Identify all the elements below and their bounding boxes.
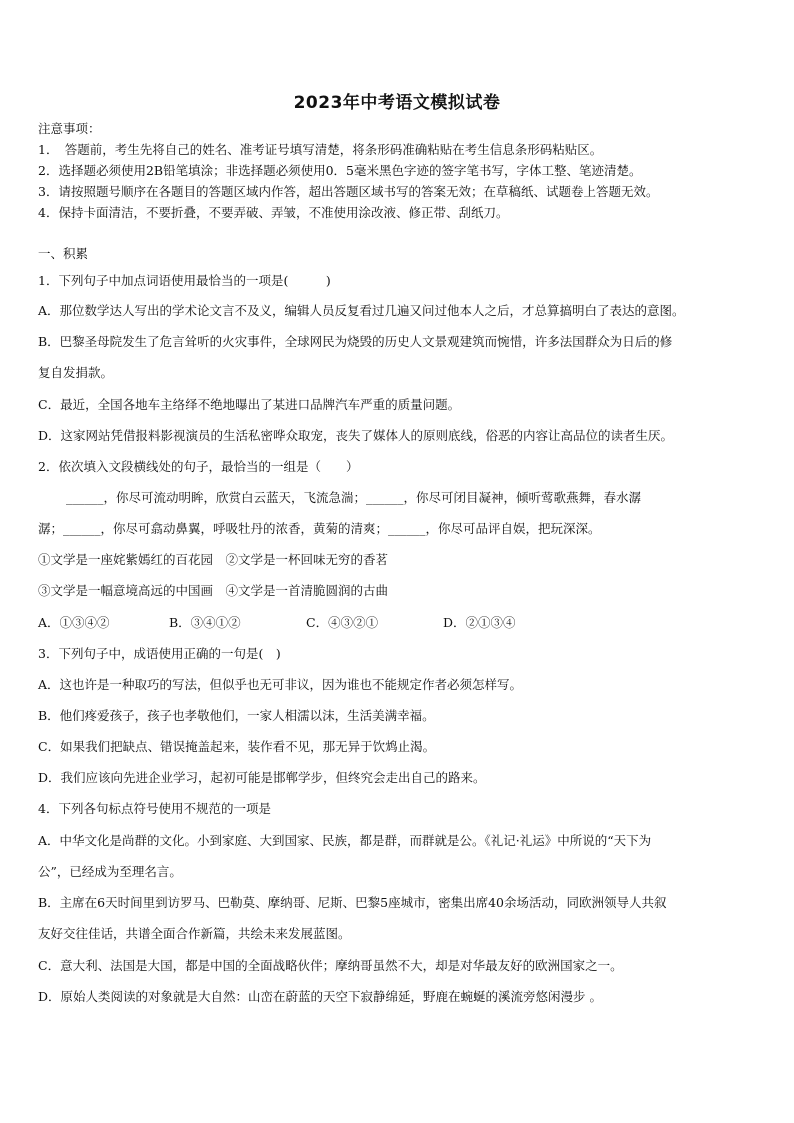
sentence-choices: ①文学是一座姹紫嫣红的百花园 ②文学是一杯回味无穷的香茗 xyxy=(38,552,389,567)
notice-item: 3．请按照题号顺序在各题目的答题区域内作答，超出答题区域书写的答案无效；在草稿纸、试题卷上答题无效。 xyxy=(38,184,659,199)
question-stem: 3．下列句子中，成语使用正确的一句是( ) xyxy=(38,646,281,661)
sentence-choices: ③文学是一幅意境高远的中国画 ④文学是一首清脆圆润的古曲 xyxy=(38,583,389,598)
notice-item: 4．保持卡面清洁，不要折叠，不要弄破、弄皱，不准使用涂改液、修正带、刮纸刀。 xyxy=(38,205,509,220)
option-c: C．如果我们把缺点、错误掩盖起来，装作看不见，那无异于饮鸩止渴。 xyxy=(38,739,436,754)
option-a: A．中华文化是尚群的文化。小到家庭、大到国家、民族，都是群，而群就是公。《礼记·礼运》中所说的“天下为 xyxy=(38,833,652,848)
passage-line: ______，你尽可流动明眸，欣赏白云蓝天，飞流急湍；______，你尽可闭目凝神，倾听莺歌燕舞，春水潺 xyxy=(66,490,642,505)
option-d: D．我们应该向先进企业学习，起初可能是邯郸学步，但终究会走出自己的路来。 xyxy=(38,770,486,785)
answer-options xyxy=(38,614,758,632)
option-c: C．④③②① xyxy=(306,615,379,630)
section-heading: 一、积累 xyxy=(38,246,89,261)
passage-line: 潺；______，你尽可翕动鼻翼，呼吸牡丹的浓香，黄菊的清爽；______，你尽可品评自娱，把玩深深。 xyxy=(38,521,601,536)
option-b: B．他们疼爱孩子，孩子也孝敬他们，一家人相濡以沫，生活美满幸福。 xyxy=(38,708,435,723)
option-a-cont: 公”，已经成为至理名言。 xyxy=(38,864,182,879)
option-d: D．这家网站凭借报料影视演员的生活私密哗众取宠，丧失了媒体人的原则底线，俗恶的内容让高品位的读者生厌。 xyxy=(38,428,674,443)
option-c: C．最近，全国各地车主络绎不绝地曝出了某进口品牌汽车严重的质量问题。 xyxy=(38,397,461,412)
notice-item: 2．选择题必须使用2B铅笔填涂；非选择题必须使用0．5毫米黑色字迹的签字笔书写，字体工整、笔迹清楚。 xyxy=(38,163,642,178)
option-c: C．意大利、法国是大国，都是中国的全面战略伙伴；摩纳哥虽然不大，却是对华最友好的欧洲国家之一。 xyxy=(38,958,623,973)
question-stem: 2．依次填入文段横线处的句子，最恰当的一组是（ ） xyxy=(38,459,359,474)
option-b: B．③④①② xyxy=(169,615,241,630)
option-b: B．巴黎圣母院发生了危言耸听的火灾事件，全球网民为烧毁的历史人文景观建筑而惋惜，许多法国群众为日后的修 xyxy=(38,334,673,349)
option-b: B．主席在6天时间里到访罗马、巴勒莫、摩纳哥、尼斯、巴黎5座城市，密集出席40余场活动，同欧洲领导人共叙 xyxy=(38,895,667,910)
option-a: A．①③④② xyxy=(38,615,110,630)
question-stem: 4．下列各句标点符号使用不规范的一项是 xyxy=(38,801,271,816)
option-b-cont: 友好交往佳话，共谱全面合作新篇，共绘未来发展蓝图。 xyxy=(38,926,351,941)
option-a: A．这也许是一种取巧的写法，但似乎也无可非议，因为谁也不能规定作者必须怎样写。 xyxy=(38,677,523,692)
option-b-cont: 复自发捐款。 xyxy=(38,365,114,380)
notice-heading: 注意事项： xyxy=(38,121,101,136)
question-stem: 1．下列句子中加点词语使用最恰当的一项是( ) xyxy=(38,273,331,288)
option-d: D．②①③④ xyxy=(443,615,516,630)
page-title: 2023年中考语文模拟试卷 xyxy=(293,93,501,113)
option-d: D．原始人类阅读的对象就是大自然：山峦在蔚蓝的天空下寂静绵延，野鹿在蜿蜒的溪流旁悠闲漫步 。 xyxy=(38,989,602,1004)
option-a: A．那位数学达人写出的学术论文言不及义，编辑人员反复看过几遍又问过他本人之后，才总算搞明白了表达的意图。 xyxy=(38,303,685,318)
notice-item: 1． 答题前，考生先将自己的姓名、准考证号填写清楚，将条形码准确粘贴在考生信息条形码粘贴区。 xyxy=(38,142,603,157)
